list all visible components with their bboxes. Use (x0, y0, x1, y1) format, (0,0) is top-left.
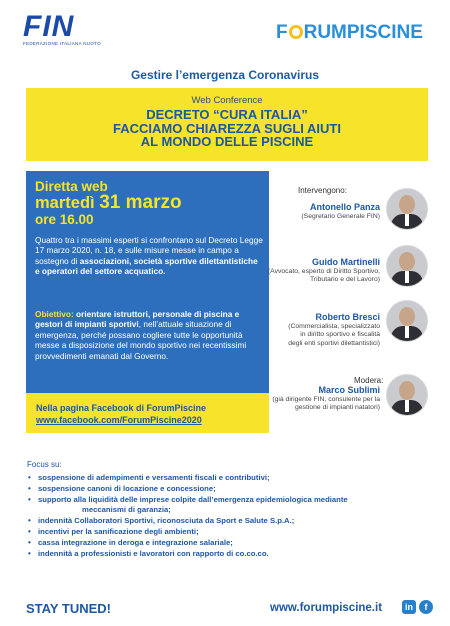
list-item-text: meccanismi di garanzia; (82, 505, 171, 514)
speaker-photo-head (399, 381, 415, 400)
event-date (35, 194, 182, 212)
event-day-date: 31 marzo (99, 192, 182, 213)
speaker-role: (già dirigente FIN, consulente per la (272, 396, 380, 403)
speaker-3 (288, 312, 380, 348)
speaker-photo-head (399, 307, 415, 326)
speaker-name: Roberto Bresci (315, 312, 380, 322)
facebook-bar (26, 393, 269, 433)
event-intro (35, 235, 263, 277)
event-objective (35, 309, 263, 361)
facebook-caption: Nella pagina Facebook di ForumPiscine (36, 403, 207, 413)
speaker-role: gestione di impianti natatori) (294, 404, 380, 412)
list-item (27, 484, 427, 494)
bullet-icon: • (28, 473, 31, 482)
website-link[interactable]: www.forumpiscine.it (270, 602, 383, 614)
stay-tuned: STAY TUNED! (26, 601, 111, 616)
banner-title-line1: DECRETO “CURA ITALIA” (146, 107, 308, 122)
speaker-photo-shirt (405, 271, 409, 283)
banner-title (26, 108, 428, 149)
fin-logo-subtitle: FEDERAZIONE ITALIANA NUOTO (23, 41, 101, 46)
speaker-photo-shirt (405, 326, 409, 338)
objective-text: , nell’attuale situazione di emergenza, perché possano cogliere tutte le opportunità messe a disposizione del mondo sportivo nei recentissimi provvedimenti emanati dal Governo. (35, 319, 247, 361)
event-time: ore 16.00 (35, 212, 94, 227)
speaker-photo-shirt (405, 400, 409, 412)
banner-title-line3: AL MONDO DELLE PISCINE (140, 134, 314, 149)
speaker-photo-4 (386, 374, 428, 416)
intervengono-label: Intervengono: (298, 186, 347, 195)
speaker-4 (272, 385, 380, 413)
banner-kicker: Web Conference (191, 95, 263, 106)
list-item (27, 538, 427, 548)
speaker-photo-3 (386, 300, 428, 342)
list-item (27, 549, 427, 559)
event-day: martedì (35, 194, 95, 212)
speaker-name: Guido Martinelli (311, 257, 380, 267)
list-item-text: indennità a professionisti e lavoratori con rapporto di co.co.co. (38, 549, 269, 558)
list-item-text: supporto alla liquidità delle imprese colpite dall’emergenza epidemiologica mediante (38, 495, 348, 504)
speaker-photo-shirt (405, 214, 409, 226)
list-item-text: indennità Collaboratori Sportivi, riconosciuta da Sport e Salute S.p.A.; (38, 516, 295, 525)
facebook-icon[interactable]: f (419, 600, 433, 614)
speaker-role: degli enti sportivi dilettantistici) (288, 339, 380, 347)
linkedin-icon[interactable]: in (402, 600, 416, 614)
list-item-text: sospensione di adempimenti e versamenti fiscali e contributivi; (38, 473, 270, 482)
speaker-role: (Commercialista, specializzato (288, 323, 380, 330)
forumpiscine-logo-f: F (276, 22, 288, 43)
bullet-icon: • (28, 516, 31, 525)
event-intro-text: Quattro tra i massimi esperti si confrontano sul Decreto Legge 17 marzo 2020, n. 18, e sulle misure messe in campo a sostegno di (35, 235, 263, 266)
event-intro-bold: associazioni, società sportive dilettantistiche e operatori del settore acquatico. (35, 255, 258, 277)
speaker-photo-2 (386, 245, 428, 287)
speaker-role: (Avvocato, esperto di Diritto Sportivo, (267, 268, 380, 275)
facebook-link[interactable]: www.facebook.com/ForumPiscine2020 (36, 415, 202, 425)
list-item (27, 516, 427, 526)
bullet-icon: • (28, 549, 31, 558)
speaker-role: in diritto sportivo e fiscalità (300, 331, 380, 339)
moderator-label: Modera: (354, 376, 384, 385)
footer (0, 592, 450, 626)
fin-logo-text: FIN (23, 10, 75, 43)
fin-logo (23, 12, 133, 52)
bullet-icon: • (28, 484, 31, 493)
speaker-name: Antonello Panza (309, 202, 380, 212)
speaker-photo-head (399, 195, 415, 214)
speaker-1 (301, 202, 380, 221)
speaker-role: (Segretario Generale FIN) (301, 213, 380, 220)
speaker-name: Marco Sublimi (318, 385, 380, 395)
speaker-2 (268, 257, 380, 285)
speaker-photo-head (399, 252, 415, 271)
objective-label: Obiettivo: (35, 309, 74, 319)
focus-label: Focus su: (27, 460, 62, 469)
forumpiscine-logo (276, 22, 423, 44)
bullet-icon: • (28, 527, 31, 536)
banner-title-line2: FACCIAMO CHIAREZZA SUGLI AIUTI (113, 120, 341, 136)
bullet-icon: • (28, 495, 31, 504)
list-item-text: cassa integrazione in deroga e integrazione salariale; (38, 538, 233, 547)
list-item-text: sospensione canoni di locazione e concessione; (38, 484, 216, 493)
ring-icon (289, 25, 303, 39)
objective-bold: orientare istruttori, personale di piscina e gestori di impianti sportivi (35, 309, 240, 330)
event-panel (26, 171, 269, 393)
topic-heading: Gestire l’emergenza Coronavirus (130, 68, 320, 82)
list-item (27, 495, 427, 505)
speaker-photo-1 (386, 188, 428, 230)
list-item (27, 473, 427, 483)
list-item-text: incentivi per la sanificazione degli ambienti; (38, 527, 199, 536)
header (0, 0, 450, 62)
forumpiscine-logo-rest: RUMPISCINE (303, 22, 423, 43)
list-item-continuation (27, 505, 427, 515)
speaker-role: Tributario e del Lavoro) (309, 276, 380, 284)
live-label: Diretta web (35, 179, 108, 194)
focus-list (27, 473, 427, 560)
bullet-icon: • (28, 538, 31, 547)
list-item (27, 527, 427, 537)
title-banner (26, 88, 428, 161)
